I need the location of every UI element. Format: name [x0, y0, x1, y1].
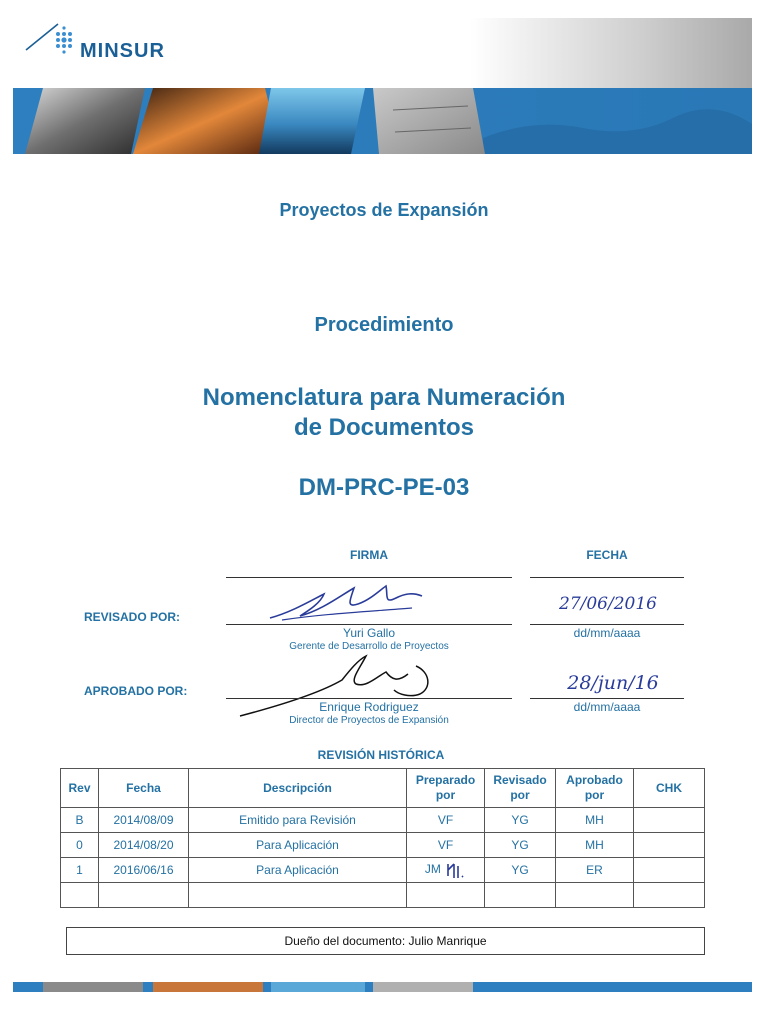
revision-history-title: REVISIÓN HISTÓRICA [317, 748, 445, 762]
header-approved: Aprobado por [556, 769, 634, 808]
reviewed-date-handwritten: 27/06/2016 [559, 594, 657, 614]
cell-rev: 0 [61, 833, 99, 858]
document-title-line2: de Documentos [293, 414, 475, 441]
signature-column-header: FIRMA [350, 548, 388, 562]
date-column-header: FECHA [586, 548, 628, 562]
cell-reviewed: YG [485, 833, 556, 858]
cell-chk [634, 808, 705, 833]
header-date: Fecha [99, 769, 189, 808]
document-title-line1: Nomenclatura para Numeración [202, 384, 566, 411]
footer-photo-band [13, 982, 752, 992]
approved-date-handwritten: 28/jun/16 [567, 672, 659, 694]
cell-reviewed [485, 883, 556, 908]
cell-chk [634, 858, 705, 883]
cell-prepared-text: JM [424, 862, 441, 877]
approver-name: Enrique Rodriguez [319, 700, 419, 714]
cell-rev [61, 883, 99, 908]
initials-mark [444, 860, 466, 880]
reviewer-signature-line [226, 624, 512, 625]
cell-date: 2014/08/09 [99, 808, 189, 833]
header-rev: Rev [61, 769, 99, 808]
document-title [0, 383, 768, 443]
cell-date: 2016/06/16 [99, 858, 189, 883]
table-row [61, 858, 705, 883]
document-area: Proyectos de Expansión [279, 200, 489, 220]
cell-rev: 1 [61, 858, 99, 883]
reviewed-date-format: dd/mm/aaaa [573, 626, 641, 640]
cell-prepared: VF [407, 808, 485, 833]
cell-prepared [407, 858, 485, 883]
cell-chk [634, 883, 705, 908]
approved-date-line [530, 698, 684, 699]
minsur-logo-icon [24, 20, 74, 60]
approved-date-format: dd/mm/aaaa [573, 700, 641, 714]
header-description: Descripción [189, 769, 407, 808]
signature-header-line [226, 577, 512, 578]
cell-prepared: VF [407, 833, 485, 858]
date-header-line [530, 577, 684, 578]
header-chk: CHK [634, 769, 705, 808]
cell-rev: B [61, 808, 99, 833]
reviewer-role: Gerente de Desarrollo de Proyectos [289, 641, 449, 652]
cell-reviewed: YG [485, 858, 556, 883]
cell-description: Para Aplicación [189, 858, 407, 883]
approved-by-label: APROBADO POR: [84, 684, 188, 698]
header-reviewed: Revisado por [485, 769, 556, 808]
document-owner: Dueño del documento: Julio Manrique [66, 927, 705, 955]
table-row [61, 833, 705, 858]
reviewer-name: Yuri Gallo [342, 626, 396, 640]
document-type: Procedimiento [314, 314, 454, 336]
cell-description: Emitido para Revisión [189, 808, 407, 833]
header-gradient [470, 18, 752, 90]
reviewed-date-line [530, 624, 684, 625]
document-code: DM-PRC-PE-03 [298, 474, 470, 501]
cell-chk [634, 833, 705, 858]
table-row [61, 808, 705, 833]
cell-description [189, 883, 407, 908]
cell-approved: MH [556, 833, 634, 858]
table-header-row [61, 769, 705, 808]
cell-date: 2014/08/20 [99, 833, 189, 858]
cell-date [99, 883, 189, 908]
revision-history-table [60, 768, 705, 908]
header-prepared: Preparado por [407, 769, 485, 808]
reviewed-by-label: REVISADO POR: [84, 610, 181, 624]
company-logo-text: MINSUR [80, 40, 165, 62]
header-photo-banner [13, 88, 752, 154]
cell-reviewed: YG [485, 808, 556, 833]
cell-approved [556, 883, 634, 908]
reviewer-signature [262, 582, 432, 624]
cell-prepared [407, 883, 485, 908]
approver-role: Director de Proyectos de Expansión [289, 715, 449, 726]
cell-approved: ER [556, 858, 634, 883]
cell-approved: MH [556, 808, 634, 833]
cell-description: Para Aplicación [189, 833, 407, 858]
table-row [61, 883, 705, 908]
approver-signature-line [226, 698, 512, 699]
